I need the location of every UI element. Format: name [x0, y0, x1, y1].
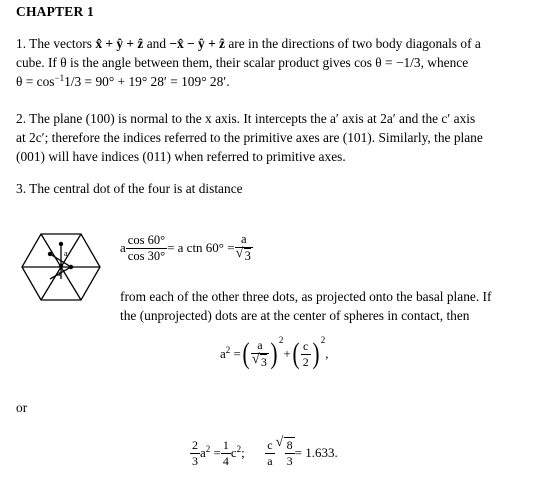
- p2-line-1: 2. The plane (100) is normal to the x axis. It intercepts the a′ axis at 2a′ and the c′ axis: [16, 111, 476, 126]
- vector-1: x̂ + ŷ + ẑ: [95, 36, 144, 51]
- equation-1: a $\frac{\cos 60^\circ}{\cos 30^\circ}$ = a ctn 60° = a √ 3: [120, 232, 253, 264]
- p2-line-3: (001) will have indices (011) when referred to primitive axes.: [16, 149, 346, 164]
- p3-line-1: 3. The central dot of the four is at distance: [16, 181, 243, 196]
- p4-line-2: the (unprojected) dots are at the center of spheres in contact, then: [120, 308, 470, 323]
- vector-2: −x̂ − ŷ + ẑ: [169, 36, 225, 51]
- p1-line-1: 1. The vectors x̂ + ŷ + ẑ and −x̂ − ŷ + ẑ are in the directions of two body diagonals of a: [16, 36, 481, 51]
- paragraph-4: [120, 287, 538, 325]
- paragraph-1: [16, 34, 538, 91]
- p4-line-1: from each of the other three dots, as projected onto the basal plane. If: [120, 289, 492, 304]
- lattice-dot-center: [59, 264, 63, 268]
- eq1-cos-fraction: $\frac{\cos 60^\circ}{\cos 30^\circ}$: [127, 232, 166, 263]
- eq2-term-1: a √ 3: [251, 338, 269, 370]
- lattice-dot-right: [69, 265, 73, 269]
- figure-label-a-2: a: [57, 269, 61, 278]
- equation-2: $a^2$ =( a √ 3 ) $^2$+( $\frac{c}{2}$ ) $^2$,: [220, 338, 328, 370]
- eq2-term-2: $\frac{c}{2}$: [302, 338, 309, 369]
- eq1-sqrt-fraction: a √ 3: [235, 232, 253, 264]
- chapter-heading: CHAPTER 1: [16, 4, 94, 19]
- lattice-dot-left: [48, 252, 52, 256]
- equation-3: $\frac{2}{3}$ $a^2$ = $\frac{1}{4}$ $c^2$; $\frac{c}{a}$ √ $\frac{8}{3}$ = 1.633.: [190, 437, 338, 469]
- hexagon-lattice-figure: [20, 232, 102, 302]
- p1-line-2: cube. If θ is the angle between them, their scalar product gives cos θ = −1/3, whence: [16, 55, 469, 70]
- paragraph-3: [16, 179, 538, 198]
- p2-line-2: at 2c′; therefore the indices referred to the primitive axes are (101). Similarly, the plane: [16, 130, 483, 145]
- lattice-dot-top: [59, 242, 63, 246]
- figure-label-a: a: [64, 249, 68, 258]
- p1-line-3: $\theta = \cos^{-1}1/3 = 90^\circ + 19^\circ$ 28′ = 109° 28′.: [16, 73, 230, 89]
- paragraph-2: [16, 109, 538, 166]
- or-connector: or: [16, 400, 28, 415]
